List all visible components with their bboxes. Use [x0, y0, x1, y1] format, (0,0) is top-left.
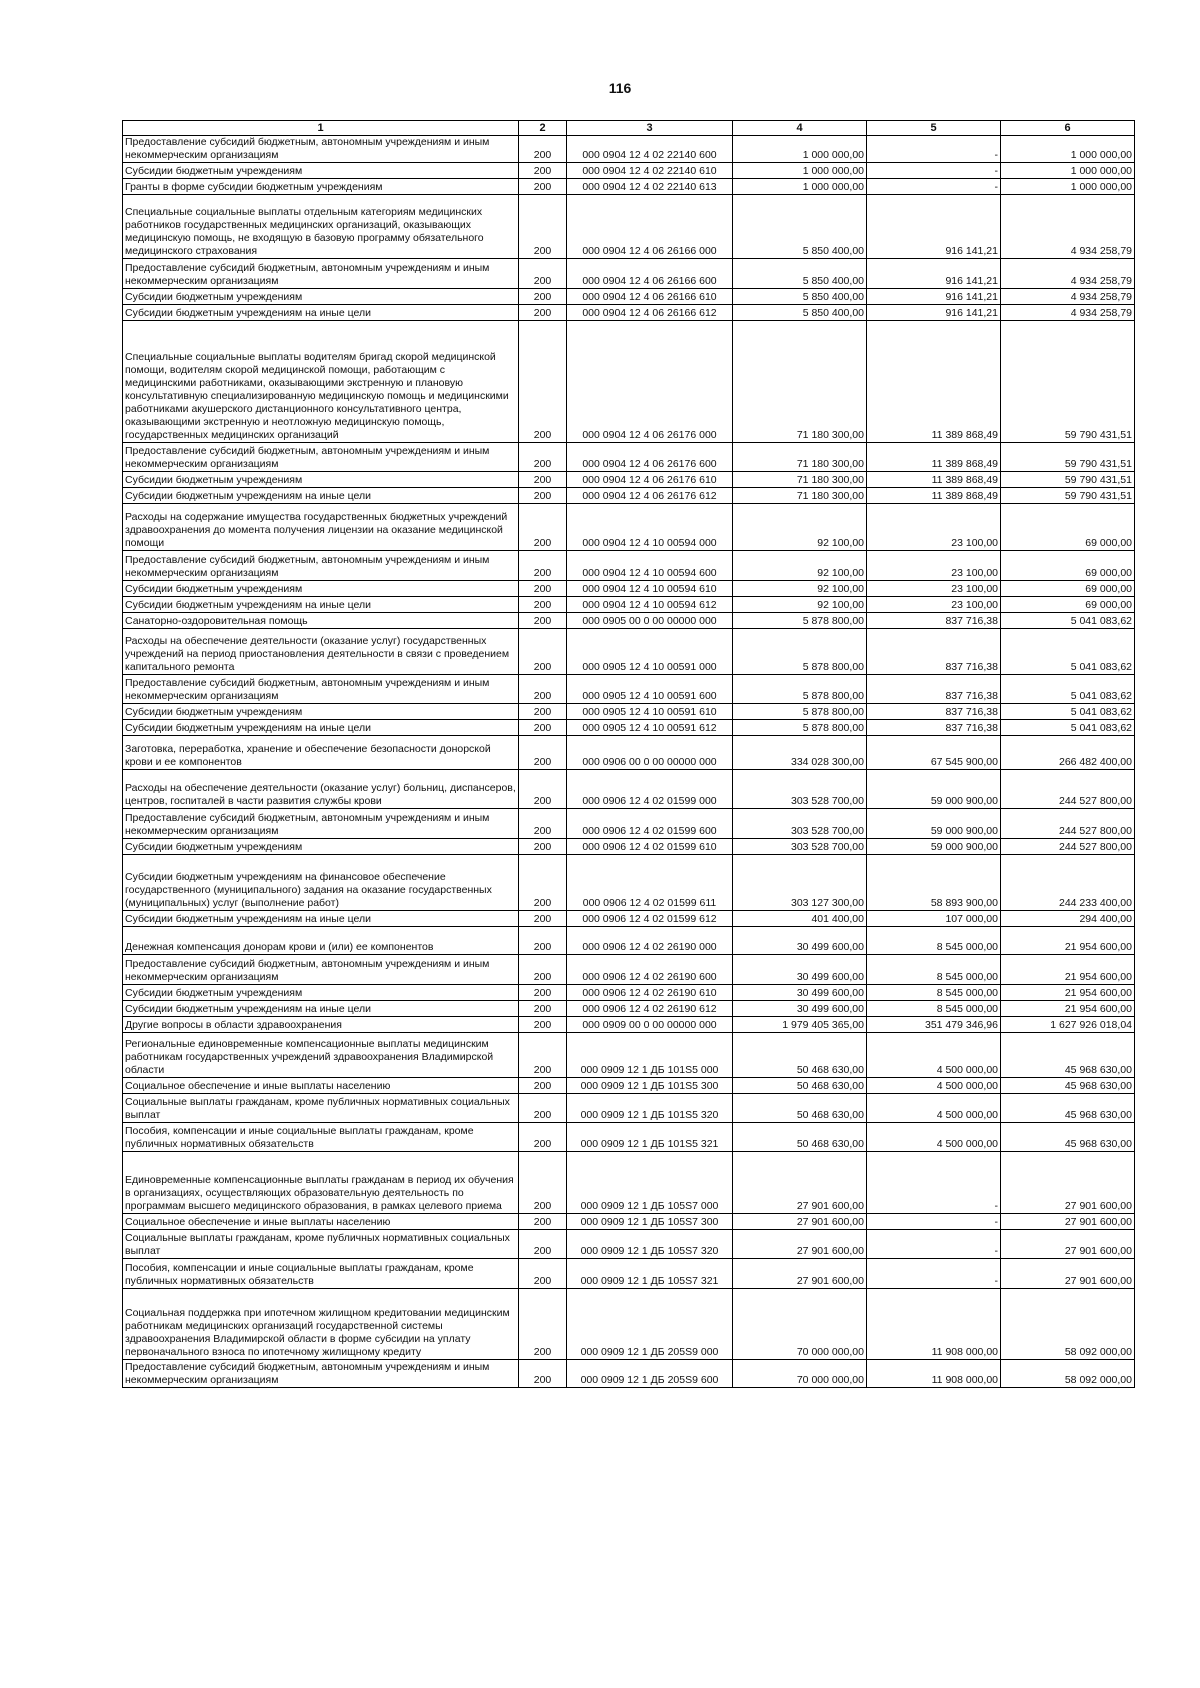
row-ved-code: 200 — [519, 443, 567, 472]
row-approved-amount: 303 528 700,00 — [733, 770, 867, 809]
row-remaining-amount: 294 400,00 — [1001, 911, 1135, 927]
column-header: 5 — [867, 121, 1001, 136]
row-approved-amount: 71 180 300,00 — [733, 443, 867, 472]
row-ved-code: 200 — [519, 289, 567, 305]
table-row — [123, 1078, 1135, 1094]
row-executed-amount: 11 389 868,49 — [867, 472, 1001, 488]
row-classification-code: 000 0909 12 1 ДБ 105S7 000 — [567, 1152, 733, 1214]
table-row — [123, 955, 1135, 985]
row-executed-amount: 8 545 000,00 — [867, 1001, 1001, 1017]
row-approved-amount: 303 528 700,00 — [733, 839, 867, 855]
row-remaining-amount: 21 954 600,00 — [1001, 1001, 1135, 1017]
row-executed-amount: 11 389 868,49 — [867, 443, 1001, 472]
row-classification-code: 000 0909 00 0 00 00000 000 — [567, 1017, 733, 1033]
row-remaining-amount: 69 000,00 — [1001, 581, 1135, 597]
table-row — [123, 163, 1135, 179]
row-remaining-amount: 27 901 600,00 — [1001, 1230, 1135, 1259]
row-remaining-amount: 244 527 800,00 — [1001, 770, 1135, 809]
row-name: Субсидии бюджетным учреждениям на иные цели — [123, 597, 519, 613]
row-ved-code: 200 — [519, 955, 567, 985]
row-name: Предоставление субсидий бюджетным, автономным учреждениям и иным некоммерческим организациям — [123, 551, 519, 581]
row-ved-code: 200 — [519, 488, 567, 504]
row-ved-code: 200 — [519, 675, 567, 704]
column-header: 3 — [567, 121, 733, 136]
row-approved-amount: 27 901 600,00 — [733, 1214, 867, 1230]
row-name: Предоставление субсидий бюджетным, автономным учреждениям и иным некоммерческим организациям — [123, 259, 519, 289]
row-executed-amount: 916 141,21 — [867, 195, 1001, 259]
row-ved-code: 200 — [519, 809, 567, 839]
row-name: Субсидии бюджетным учреждениям — [123, 163, 519, 179]
row-ved-code: 200 — [519, 504, 567, 551]
row-ved-code: 200 — [519, 321, 567, 443]
row-name: Субсидии бюджетным учреждениям — [123, 985, 519, 1001]
row-remaining-amount: 5 041 083,62 — [1001, 675, 1135, 704]
column-header: 6 — [1001, 121, 1135, 136]
table-row — [123, 1214, 1135, 1230]
row-classification-code: 000 0906 12 4 02 26190 000 — [567, 927, 733, 955]
row-classification-code: 000 0906 12 4 02 26190 612 — [567, 1001, 733, 1017]
row-executed-amount: 107 000,00 — [867, 911, 1001, 927]
row-classification-code: 000 0904 12 4 10 00594 612 — [567, 597, 733, 613]
row-name: Субсидии бюджетным учреждениям — [123, 704, 519, 720]
row-executed-amount: 4 500 000,00 — [867, 1094, 1001, 1123]
row-ved-code: 200 — [519, 927, 567, 955]
row-executed-amount: 916 141,21 — [867, 305, 1001, 321]
row-name: Социальное обеспечение и иные выплаты населению — [123, 1078, 519, 1094]
row-name: Социальные выплаты гражданам, кроме публичных нормативных социальных выплат — [123, 1230, 519, 1259]
row-executed-amount: 916 141,21 — [867, 259, 1001, 289]
row-approved-amount: 5 878 800,00 — [733, 629, 867, 675]
row-approved-amount: 1 000 000,00 — [733, 136, 867, 163]
row-remaining-amount: 1 000 000,00 — [1001, 163, 1135, 179]
row-name: Расходы на обеспечение деятельности (оказание услуг) государственных учреждений на период приостановления деятельности в связи с проведением капитального ремонта — [123, 629, 519, 675]
table-row — [123, 720, 1135, 736]
row-name: Социальная поддержка при ипотечном жилищном кредитовании медицинским работникам медицинских организаций государственной системы здравоохранения Владимирской области в форме субсидии на уплату первоначального взноса по ипотечному жилищному кредиту — [123, 1289, 519, 1360]
row-ved-code: 200 — [519, 704, 567, 720]
row-ved-code: 200 — [519, 736, 567, 770]
row-approved-amount: 1 000 000,00 — [733, 163, 867, 179]
row-approved-amount: 5 878 800,00 — [733, 720, 867, 736]
row-executed-amount: 837 716,38 — [867, 720, 1001, 736]
row-remaining-amount: 21 954 600,00 — [1001, 985, 1135, 1001]
row-remaining-amount: 4 934 258,79 — [1001, 259, 1135, 289]
row-approved-amount: 92 100,00 — [733, 551, 867, 581]
row-executed-amount: 8 545 000,00 — [867, 985, 1001, 1001]
table-row — [123, 504, 1135, 551]
row-executed-amount: 4 500 000,00 — [867, 1078, 1001, 1094]
table-row — [123, 675, 1135, 704]
table-row — [123, 1230, 1135, 1259]
row-name: Субсидии бюджетным учреждениям на финансовое обеспечение государственного (муниципального) задания на оказание государственных (муниципальных) услуг (выполнение работ) — [123, 855, 519, 911]
row-name: Региональные единовременные компенсационные выплаты медицинским работникам государственных учреждений здравоохранения Владимирской области — [123, 1033, 519, 1078]
row-approved-amount: 30 499 600,00 — [733, 1001, 867, 1017]
row-executed-amount: - — [867, 163, 1001, 179]
row-name: Социальные выплаты гражданам, кроме публичных нормативных социальных выплат — [123, 1094, 519, 1123]
table-row — [123, 927, 1135, 955]
row-name: Предоставление субсидий бюджетным, автономным учреждениям и иным некоммерческим организациям — [123, 443, 519, 472]
row-classification-code: 000 0904 12 4 10 00594 000 — [567, 504, 733, 551]
row-classification-code: 000 0909 12 1 ДБ 101S5 300 — [567, 1078, 733, 1094]
row-executed-amount: 4 500 000,00 — [867, 1033, 1001, 1078]
row-name: Заготовка, переработка, хранение и обеспечение безопасности донорской крови и ее компонентов — [123, 736, 519, 770]
row-approved-amount: 303 528 700,00 — [733, 809, 867, 839]
table-row — [123, 1152, 1135, 1214]
row-executed-amount: 837 716,38 — [867, 704, 1001, 720]
row-name: Субсидии бюджетным учреждениям на иные цели — [123, 1001, 519, 1017]
table-row — [123, 1360, 1135, 1388]
row-classification-code: 000 0906 12 4 02 01599 000 — [567, 770, 733, 809]
row-remaining-amount: 58 092 000,00 — [1001, 1289, 1135, 1360]
row-approved-amount: 5 878 800,00 — [733, 704, 867, 720]
row-ved-code: 200 — [519, 1214, 567, 1230]
row-classification-code: 000 0904 12 4 06 26176 600 — [567, 443, 733, 472]
row-classification-code: 000 0904 12 4 06 26176 000 — [567, 321, 733, 443]
row-executed-amount: - — [867, 1152, 1001, 1214]
table-row — [123, 1094, 1135, 1123]
row-approved-amount: 71 180 300,00 — [733, 472, 867, 488]
row-name: Предоставление субсидий бюджетным, автономным учреждениям и иным некоммерческим организациям — [123, 136, 519, 163]
row-classification-code: 000 0904 12 4 10 00594 600 — [567, 551, 733, 581]
row-remaining-amount: 5 041 083,62 — [1001, 704, 1135, 720]
table-row — [123, 770, 1135, 809]
table-row — [123, 443, 1135, 472]
table-row — [123, 289, 1135, 305]
row-ved-code: 200 — [519, 472, 567, 488]
row-executed-amount: - — [867, 1230, 1001, 1259]
row-approved-amount: 1 000 000,00 — [733, 179, 867, 195]
row-classification-code: 000 0905 12 4 10 00591 610 — [567, 704, 733, 720]
row-approved-amount: 303 127 300,00 — [733, 855, 867, 911]
row-name: Специальные социальные выплаты отдельным категориям медицинских работников государственных медицинских организаций, оказывающих медицинскую помощь, не входящую в базовую программу обязательного медицинского страхования — [123, 195, 519, 259]
row-executed-amount: 59 000 900,00 — [867, 839, 1001, 855]
table-row — [123, 629, 1135, 675]
row-executed-amount: 837 716,38 — [867, 675, 1001, 704]
row-approved-amount: 1 979 405 365,00 — [733, 1017, 867, 1033]
table-row — [123, 1033, 1135, 1078]
table-row — [123, 259, 1135, 289]
column-header: 4 — [733, 121, 867, 136]
row-name: Пособия, компенсации и иные социальные выплаты гражданам, кроме публичных нормативных обязательств — [123, 1123, 519, 1152]
row-approved-amount: 27 901 600,00 — [733, 1152, 867, 1214]
row-executed-amount: 11 908 000,00 — [867, 1289, 1001, 1360]
row-approved-amount: 30 499 600,00 — [733, 955, 867, 985]
table-row — [123, 136, 1135, 163]
row-executed-amount: - — [867, 1259, 1001, 1289]
row-name: Предоставление субсидий бюджетным, автономным учреждениям и иным некоммерческим организациям — [123, 1360, 519, 1388]
table-row — [123, 736, 1135, 770]
table-row — [123, 305, 1135, 321]
row-remaining-amount: 59 790 431,51 — [1001, 472, 1135, 488]
row-name: Социальное обеспечение и иные выплаты населению — [123, 1214, 519, 1230]
row-classification-code: 000 0904 12 4 02 22140 613 — [567, 179, 733, 195]
row-approved-amount: 334 028 300,00 — [733, 736, 867, 770]
row-remaining-amount: 59 790 431,51 — [1001, 488, 1135, 504]
row-name: Специальные социальные выплаты водителям бригад скорой медицинской помощи, водителям скорой медицинской помощи, работающим с медицинскими работниками, оказывающими экстренную и плановую консультативную специализированную медицинскую помощь и медицинскими работниками акушерского дистанционного консультативного центра, оказывающими экстренную и неотложную медицинскую помощь, государственных медицинских организаций — [123, 321, 519, 443]
row-name: Субсидии бюджетным учреждениям на иные цели — [123, 305, 519, 321]
row-name: Субсидии бюджетным учреждениям на иные цели — [123, 488, 519, 504]
row-ved-code: 200 — [519, 1259, 567, 1289]
row-name: Расходы на обеспечение деятельности (оказание услуг) больниц, диспансеров, центров, госпиталей в части развития службы крови — [123, 770, 519, 809]
row-classification-code: 000 0906 12 4 02 01599 600 — [567, 809, 733, 839]
row-classification-code: 000 0909 12 1 ДБ 105S7 320 — [567, 1230, 733, 1259]
row-remaining-amount: 5 041 083,62 — [1001, 720, 1135, 736]
table-row — [123, 1259, 1135, 1289]
row-name: Пособия, компенсации и иные социальные выплаты гражданам, кроме публичных нормативных обязательств — [123, 1259, 519, 1289]
row-approved-amount: 71 180 300,00 — [733, 488, 867, 504]
row-approved-amount: 401 400,00 — [733, 911, 867, 927]
row-ved-code: 200 — [519, 855, 567, 911]
row-approved-amount: 70 000 000,00 — [733, 1289, 867, 1360]
row-approved-amount: 5 850 400,00 — [733, 305, 867, 321]
row-approved-amount: 71 180 300,00 — [733, 321, 867, 443]
row-ved-code: 200 — [519, 613, 567, 629]
row-ved-code: 200 — [519, 163, 567, 179]
row-remaining-amount: 45 968 630,00 — [1001, 1094, 1135, 1123]
row-ved-code: 200 — [519, 1123, 567, 1152]
row-classification-code: 000 0904 12 4 06 26166 000 — [567, 195, 733, 259]
row-approved-amount: 5 850 400,00 — [733, 195, 867, 259]
row-executed-amount: 916 141,21 — [867, 289, 1001, 305]
table-row — [123, 1001, 1135, 1017]
row-ved-code: 200 — [519, 1033, 567, 1078]
row-classification-code: 000 0909 12 1 ДБ 101S5 000 — [567, 1033, 733, 1078]
table-row — [123, 551, 1135, 581]
row-remaining-amount: 244 233 400,00 — [1001, 855, 1135, 911]
row-ved-code: 200 — [519, 720, 567, 736]
row-classification-code: 000 0904 12 4 02 22140 600 — [567, 136, 733, 163]
row-classification-code: 000 0905 12 4 10 00591 600 — [567, 675, 733, 704]
row-executed-amount: 837 716,38 — [867, 613, 1001, 629]
table-row — [123, 581, 1135, 597]
row-classification-code: 000 0904 12 4 06 26176 612 — [567, 488, 733, 504]
row-classification-code: 000 0905 00 0 00 00000 000 — [567, 613, 733, 629]
row-classification-code: 000 0906 12 4 02 01599 610 — [567, 839, 733, 855]
row-remaining-amount: 21 954 600,00 — [1001, 927, 1135, 955]
row-remaining-amount: 266 482 400,00 — [1001, 736, 1135, 770]
row-ved-code: 200 — [519, 629, 567, 675]
row-executed-amount: 11 908 000,00 — [867, 1360, 1001, 1388]
row-classification-code: 000 0909 12 1 ДБ 205S9 600 — [567, 1360, 733, 1388]
row-ved-code: 200 — [519, 305, 567, 321]
row-ved-code: 200 — [519, 1152, 567, 1214]
table-row — [123, 911, 1135, 927]
row-ved-code: 200 — [519, 551, 567, 581]
row-approved-amount: 92 100,00 — [733, 504, 867, 551]
row-ved-code: 200 — [519, 1017, 567, 1033]
row-ved-code: 200 — [519, 259, 567, 289]
row-ved-code: 200 — [519, 581, 567, 597]
row-approved-amount: 5 850 400,00 — [733, 289, 867, 305]
table-row — [123, 613, 1135, 629]
row-name: Расходы на содержание имущества государственных бюджетных учреждений здравоохранения до момента получения лицензии на оказание медицинской помощи — [123, 504, 519, 551]
row-approved-amount: 5 878 800,00 — [733, 675, 867, 704]
row-executed-amount: 351 479 346,96 — [867, 1017, 1001, 1033]
row-executed-amount: 4 500 000,00 — [867, 1123, 1001, 1152]
row-approved-amount: 5 850 400,00 — [733, 259, 867, 289]
table-row — [123, 597, 1135, 613]
table-row — [123, 321, 1135, 443]
row-approved-amount: 5 878 800,00 — [733, 613, 867, 629]
row-remaining-amount: 244 527 800,00 — [1001, 839, 1135, 855]
row-remaining-amount: 27 901 600,00 — [1001, 1214, 1135, 1230]
row-executed-amount: 11 389 868,49 — [867, 321, 1001, 443]
row-ved-code: 200 — [519, 1001, 567, 1017]
row-remaining-amount: 1 000 000,00 — [1001, 179, 1135, 195]
row-executed-amount: 8 545 000,00 — [867, 955, 1001, 985]
row-classification-code: 000 0909 12 1 ДБ 105S7 300 — [567, 1214, 733, 1230]
row-remaining-amount: 21 954 600,00 — [1001, 955, 1135, 985]
row-remaining-amount: 69 000,00 — [1001, 597, 1135, 613]
table-row — [123, 1017, 1135, 1033]
row-remaining-amount: 4 934 258,79 — [1001, 289, 1135, 305]
page-number: 116 — [608, 80, 632, 96]
row-name: Гранты в форме субсидии бюджетным учреждениям — [123, 179, 519, 195]
row-ved-code: 200 — [519, 985, 567, 1001]
header-row — [123, 121, 1135, 136]
row-name: Предоставление субсидий бюджетным, автономным учреждениям и иным некоммерческим организациям — [123, 955, 519, 985]
row-classification-code: 000 0906 00 0 00 00000 000 — [567, 736, 733, 770]
row-classification-code: 000 0906 12 4 02 26190 600 — [567, 955, 733, 985]
row-ved-code: 200 — [519, 195, 567, 259]
row-approved-amount: 92 100,00 — [733, 597, 867, 613]
row-executed-amount: 23 100,00 — [867, 551, 1001, 581]
row-name: Единовременные компенсационные выплаты гражданам в период их обучения в организациях, осуществляющих образовательную деятельность по программам высшего медицинского образования, в рамках целевого приема — [123, 1152, 519, 1214]
row-ved-code: 200 — [519, 136, 567, 163]
table-row — [123, 488, 1135, 504]
row-ved-code: 200 — [519, 770, 567, 809]
row-ved-code: 200 — [519, 1094, 567, 1123]
row-executed-amount: 8 545 000,00 — [867, 927, 1001, 955]
row-executed-amount: - — [867, 179, 1001, 195]
row-ved-code: 200 — [519, 597, 567, 613]
row-classification-code: 000 0906 12 4 02 01599 611 — [567, 855, 733, 911]
row-remaining-amount: 59 790 431,51 — [1001, 321, 1135, 443]
row-classification-code: 000 0909 12 1 ДБ 101S5 321 — [567, 1123, 733, 1152]
row-ved-code: 200 — [519, 1230, 567, 1259]
table-row — [123, 985, 1135, 1001]
row-name: Субсидии бюджетным учреждениям — [123, 581, 519, 597]
row-name: Субсидии бюджетным учреждениям на иные цели — [123, 911, 519, 927]
row-executed-amount: 58 893 900,00 — [867, 855, 1001, 911]
row-approved-amount: 50 468 630,00 — [733, 1033, 867, 1078]
row-remaining-amount: 69 000,00 — [1001, 551, 1135, 581]
row-remaining-amount: 4 934 258,79 — [1001, 305, 1135, 321]
row-ved-code: 200 — [519, 911, 567, 927]
row-approved-amount: 50 468 630,00 — [733, 1078, 867, 1094]
row-remaining-amount: 244 527 800,00 — [1001, 809, 1135, 839]
table-row — [123, 472, 1135, 488]
budget-execution-table — [122, 120, 1135, 1388]
row-executed-amount: - — [867, 1214, 1001, 1230]
table-row — [123, 855, 1135, 911]
row-remaining-amount: 27 901 600,00 — [1001, 1152, 1135, 1214]
row-approved-amount: 50 468 630,00 — [733, 1094, 867, 1123]
row-remaining-amount: 45 968 630,00 — [1001, 1078, 1135, 1094]
row-ved-code: 200 — [519, 1289, 567, 1360]
row-ved-code: 200 — [519, 839, 567, 855]
row-name: Субсидии бюджетным учреждениям — [123, 289, 519, 305]
row-remaining-amount: 45 968 630,00 — [1001, 1033, 1135, 1078]
row-classification-code: 000 0904 12 4 06 26176 610 — [567, 472, 733, 488]
row-ved-code: 200 — [519, 1360, 567, 1388]
row-remaining-amount: 27 901 600,00 — [1001, 1259, 1135, 1289]
table-row — [123, 1289, 1135, 1360]
row-remaining-amount: 69 000,00 — [1001, 504, 1135, 551]
row-remaining-amount: 5 041 083,62 — [1001, 613, 1135, 629]
table-row — [123, 1123, 1135, 1152]
row-remaining-amount: 4 934 258,79 — [1001, 195, 1135, 259]
row-executed-amount: 23 100,00 — [867, 581, 1001, 597]
row-classification-code: 000 0909 12 1 ДБ 205S9 000 — [567, 1289, 733, 1360]
row-classification-code: 000 0905 12 4 10 00591 000 — [567, 629, 733, 675]
row-executed-amount: - — [867, 136, 1001, 163]
row-executed-amount: 23 100,00 — [867, 504, 1001, 551]
table-row — [123, 839, 1135, 855]
table-body — [123, 136, 1135, 1388]
row-name: Субсидии бюджетным учреждениям на иные цели — [123, 720, 519, 736]
row-approved-amount: 50 468 630,00 — [733, 1123, 867, 1152]
row-executed-amount: 11 389 868,49 — [867, 488, 1001, 504]
row-approved-amount: 27 901 600,00 — [733, 1230, 867, 1259]
row-executed-amount: 59 000 900,00 — [867, 809, 1001, 839]
table-row — [123, 809, 1135, 839]
row-remaining-amount: 58 092 000,00 — [1001, 1360, 1135, 1388]
row-name: Субсидии бюджетным учреждениям — [123, 472, 519, 488]
row-remaining-amount: 5 041 083,62 — [1001, 629, 1135, 675]
row-approved-amount: 27 901 600,00 — [733, 1259, 867, 1289]
column-header: 1 — [123, 121, 519, 136]
table-row — [123, 179, 1135, 195]
row-approved-amount: 30 499 600,00 — [733, 985, 867, 1001]
row-classification-code: 000 0909 12 1 ДБ 101S5 320 — [567, 1094, 733, 1123]
row-approved-amount: 70 000 000,00 — [733, 1360, 867, 1388]
row-classification-code: 000 0904 12 4 02 22140 610 — [567, 163, 733, 179]
row-classification-code: 000 0909 12 1 ДБ 105S7 321 — [567, 1259, 733, 1289]
row-executed-amount: 67 545 900,00 — [867, 736, 1001, 770]
row-executed-amount: 837 716,38 — [867, 629, 1001, 675]
row-remaining-amount: 1 627 926 018,04 — [1001, 1017, 1135, 1033]
row-classification-code: 000 0906 12 4 02 26190 610 — [567, 985, 733, 1001]
row-classification-code: 000 0904 12 4 06 26166 610 — [567, 289, 733, 305]
table-row — [123, 195, 1135, 259]
row-ved-code: 200 — [519, 179, 567, 195]
row-name: Предоставление субсидий бюджетным, автономным учреждениям и иным некоммерческим организациям — [123, 809, 519, 839]
row-approved-amount: 92 100,00 — [733, 581, 867, 597]
row-executed-amount: 59 000 900,00 — [867, 770, 1001, 809]
row-classification-code: 000 0906 12 4 02 01599 612 — [567, 911, 733, 927]
row-name: Предоставление субсидий бюджетным, автономным учреждениям и иным некоммерческим организациям — [123, 675, 519, 704]
row-name: Другие вопросы в области здравоохранения — [123, 1017, 519, 1033]
row-executed-amount: 23 100,00 — [867, 597, 1001, 613]
row-approved-amount: 30 499 600,00 — [733, 927, 867, 955]
table-row — [123, 704, 1135, 720]
row-classification-code: 000 0905 12 4 10 00591 612 — [567, 720, 733, 736]
row-name: Санаторно-оздоровительная помощь — [123, 613, 519, 629]
row-name: Субсидии бюджетным учреждениям — [123, 839, 519, 855]
row-remaining-amount: 45 968 630,00 — [1001, 1123, 1135, 1152]
column-header: 2 — [519, 121, 567, 136]
row-remaining-amount: 59 790 431,51 — [1001, 443, 1135, 472]
row-name: Денежная компенсация донорам крови и (или) ее компонентов — [123, 927, 519, 955]
row-ved-code: 200 — [519, 1078, 567, 1094]
row-classification-code: 000 0904 12 4 10 00594 610 — [567, 581, 733, 597]
row-remaining-amount: 1 000 000,00 — [1001, 136, 1135, 163]
row-classification-code: 000 0904 12 4 06 26166 600 — [567, 259, 733, 289]
row-classification-code: 000 0904 12 4 06 26166 612 — [567, 305, 733, 321]
